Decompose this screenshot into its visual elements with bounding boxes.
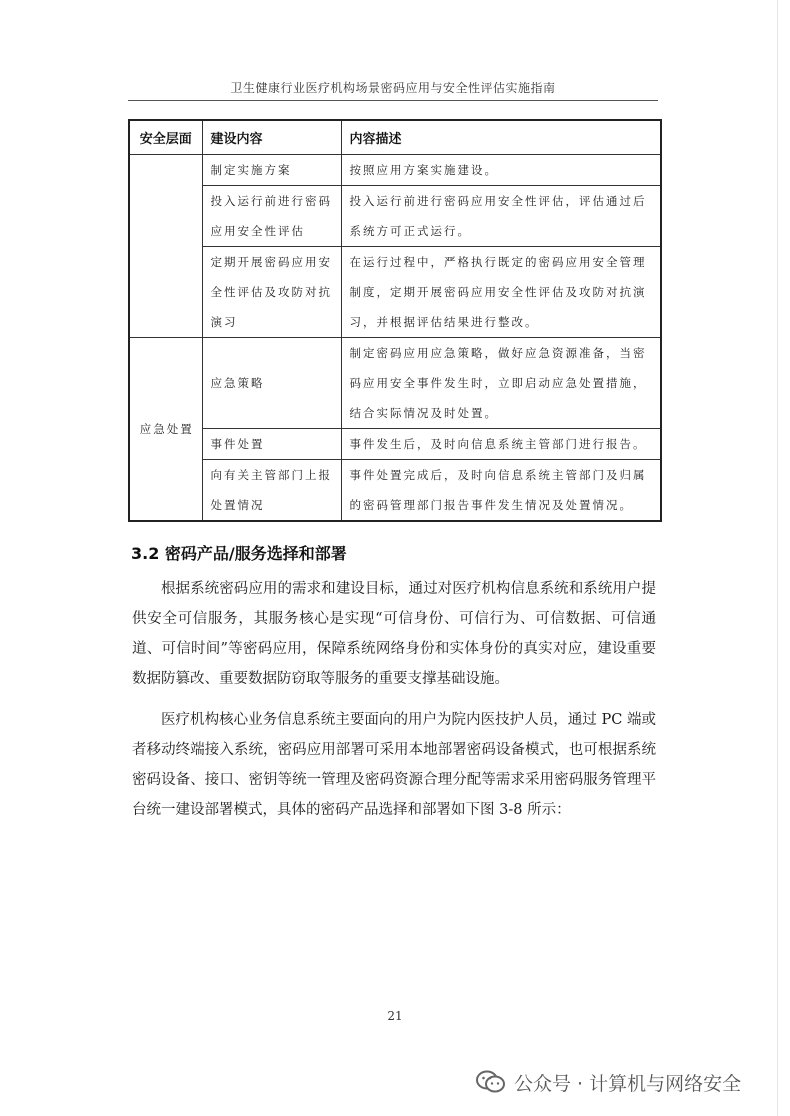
watermark-text: 公众号 · 计算机与网络安全	[514, 1072, 742, 1095]
wechat-watermark	[476, 1068, 741, 1096]
running-header: 卫生健康行业医疗机构场景密码应用与安全性评估实施指南	[230, 81, 556, 95]
table-row	[129, 247, 661, 338]
description-cell: 投入运行前进行密码应用安全性评估，评估通过后系统方可正式运行。	[341, 186, 661, 247]
header-rule	[128, 100, 658, 101]
table-header-row	[129, 120, 661, 155]
page-edge-line	[777, 0, 778, 1116]
column-header-layer: 安全层面	[129, 120, 202, 155]
layer-cell-emergency: 应急处置	[129, 338, 202, 522]
description-cell: 事件处置完成后，及时向信息系统主管部门及归属的密码管理部门报告事件发生情况及处置情况。	[341, 460, 661, 522]
description-cell: 按照应用方案实施建设。	[341, 155, 661, 186]
layer-cell-blank	[129, 155, 202, 338]
section-heading: 3.2 密码产品/服务选择和部署	[131, 544, 347, 563]
table-row	[129, 429, 661, 460]
description-cell: 事件发生后，及时向信息系统主管部门进行报告。	[341, 429, 661, 460]
content-cell: 应急策略	[202, 338, 341, 429]
column-header-content: 建设内容	[202, 120, 341, 155]
table-row	[129, 186, 661, 247]
description-cell: 在运行过程中，严格执行既定的密码应用安全管理制度，定期开展密码应用安全性评估及攻防对抗演习，并根据评估结果进行整改。	[341, 247, 661, 338]
column-header-description: 内容描述	[341, 120, 661, 155]
content-cell: 事件处置	[202, 429, 341, 460]
body-paragraph-2: 医疗机构核心业务信息系统主要面向的用户为院内医技护人员，通过 PC 端或者移动终端接入系统，密码应用部署可采用本地部署密码设备模式，也可根据系统密码设备、接口、密钥等统一管理及密码资源合理分配等需求采用密码服务管理平台统一建设部署模式，具体的密码产品选择和部署如下图 3-8 所示：	[132, 712, 656, 818]
security-table	[128, 119, 662, 522]
content-cell: 定期开展密码应用安全性评估及攻防对抗演习	[202, 247, 341, 338]
page-number: 21	[387, 1009, 403, 1023]
table-row	[129, 338, 661, 429]
description-cell: 制定密码应用应急策略，做好应急资源准备，当密码应用安全事件发生时，立即启动应急处置措施，结合实际情况及时处置。	[341, 338, 661, 429]
content-cell: 制定实施方案	[202, 155, 341, 186]
table-row	[129, 155, 661, 186]
content-cell: 投入运行前进行密码应用安全性评估	[202, 186, 341, 247]
table-row	[129, 460, 661, 522]
content-cell: 向有关主管部门上报处置情况	[202, 460, 341, 522]
wechat-icon	[476, 1070, 506, 1094]
body-paragraph-1: 根据系统密码应用的需求和建设目标，通过对医疗机构信息系统和系统用户提供安全可信服务，其服务核心是实现“可信身份、可信行为、可信数据、可信通道、可信时间”等密码应用，保障系统网络身份和实体身份的真实对应，建设重要数据防篡改、重要数据防窃取等服务的重要支撑基础设施。	[132, 581, 656, 687]
